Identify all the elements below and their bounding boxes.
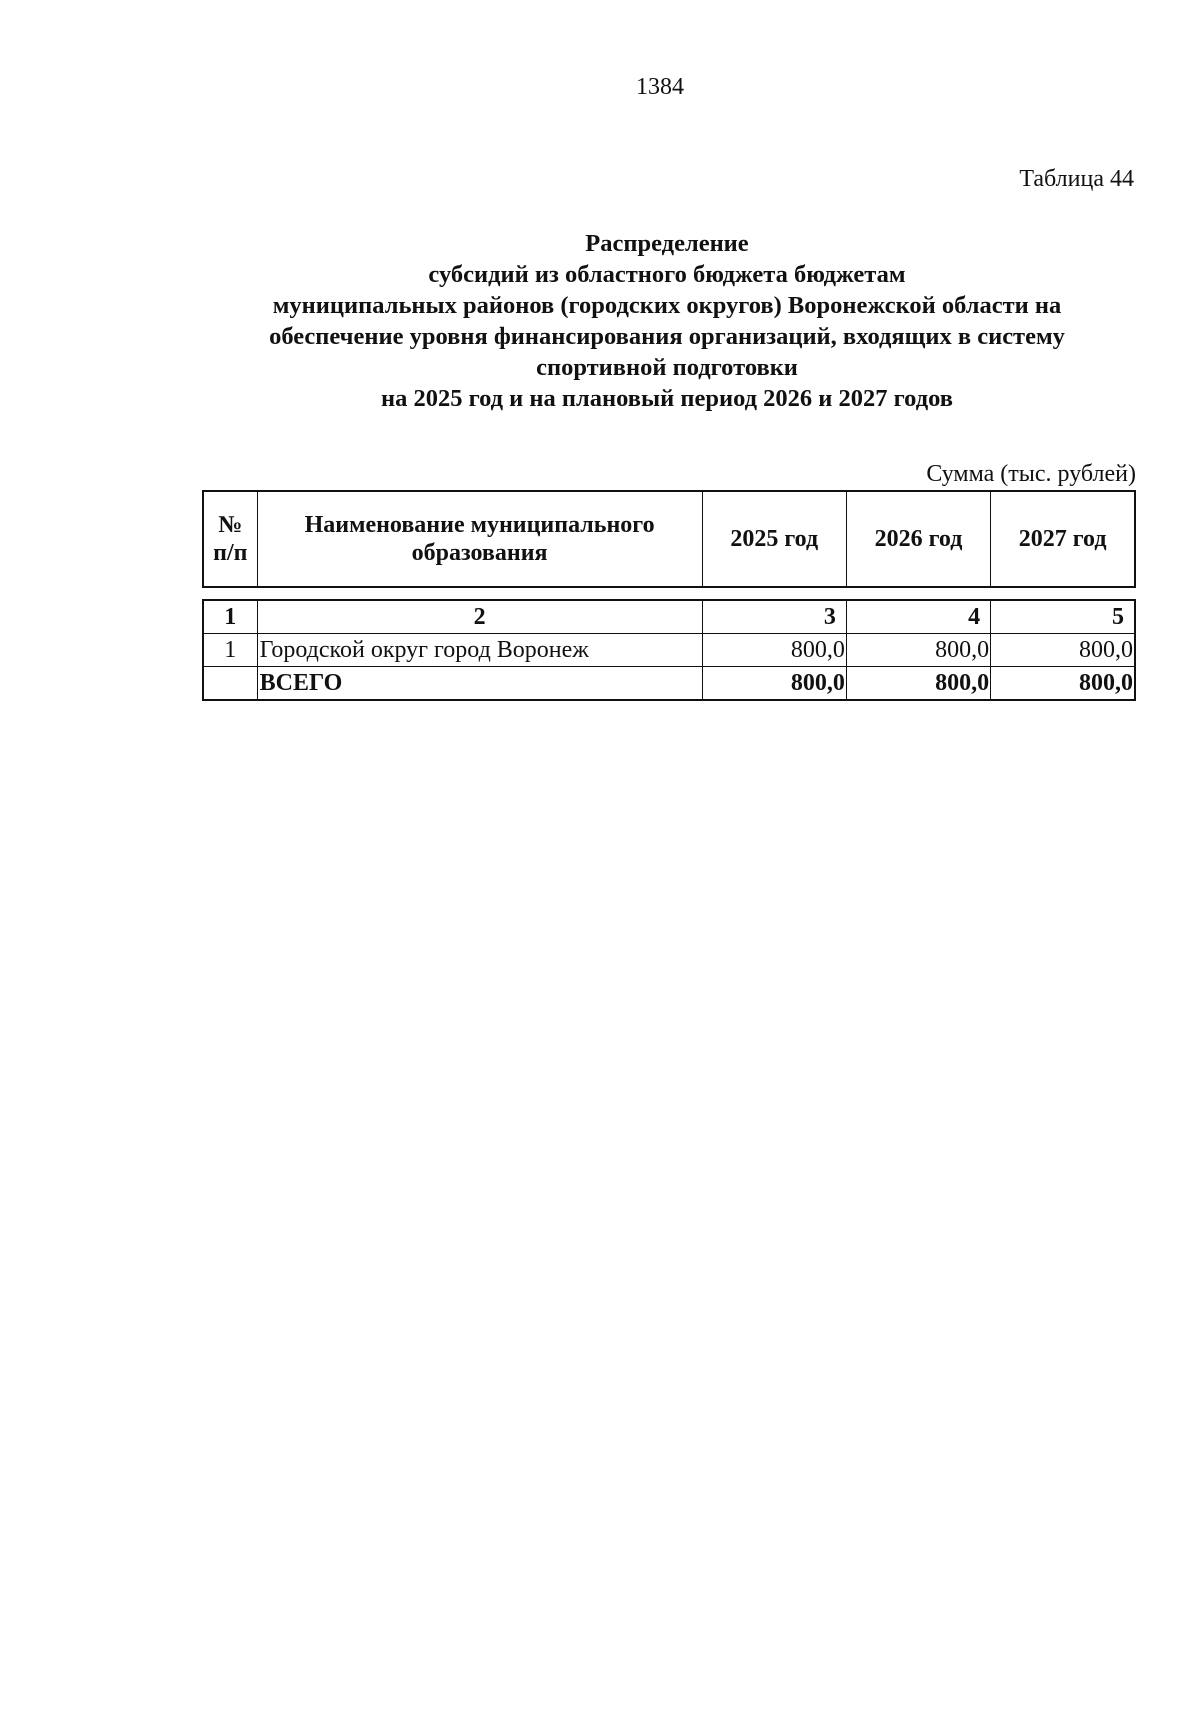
row-num: 1 [203, 634, 257, 667]
header-2026: 2026 год [846, 491, 990, 587]
column-number: 3 [702, 600, 846, 634]
header-2027: 2027 год [991, 491, 1135, 587]
row-value-2027: 800,0 [991, 634, 1135, 667]
row-value-2025: 800,0 [702, 634, 846, 667]
column-number: 1 [203, 600, 257, 634]
table-row [203, 634, 1135, 667]
header-2025: 2025 год [702, 491, 846, 587]
total-value-2025: 800,0 [702, 667, 846, 701]
header-row [203, 491, 1135, 587]
column-number-row [203, 600, 1135, 634]
total-value-2026: 800,0 [846, 667, 990, 701]
header-num-line1: № [218, 512, 243, 538]
table-header [202, 490, 1136, 588]
title-line: субсидий из областного бюджета бюджетам [428, 261, 906, 288]
title-line: муниципальных районов (городских округов) Воронежской области на [272, 292, 1062, 319]
page-number: 1384 [636, 74, 684, 100]
header-name [257, 491, 702, 587]
total-row [203, 667, 1135, 701]
column-number: 4 [846, 600, 990, 634]
title-line: обеспечение уровня финансирования организаций, входящих в систему [269, 323, 1065, 350]
row-value-2026: 800,0 [846, 634, 990, 667]
title-line: спортивной подготовки [536, 354, 798, 381]
document-title [200, 228, 1134, 414]
header-name-line2: образования [411, 540, 548, 566]
total-value-2027: 800,0 [991, 667, 1135, 701]
row-name: Городской округ город Воронеж [257, 634, 702, 667]
title-line: на 2025 год и на плановый период 2026 и 2027 годов [380, 385, 953, 412]
units-label: Сумма (тыс. рублей) [926, 461, 1136, 487]
table-label: Таблица 44 [1019, 166, 1134, 192]
column-number: 2 [257, 600, 702, 634]
header-num-line2: п/п [213, 540, 248, 566]
column-number: 5 [991, 600, 1135, 634]
title-line: Распределение [585, 230, 749, 257]
total-label: ВСЕГО [257, 667, 702, 701]
header-num [203, 491, 257, 587]
table-body [202, 599, 1136, 701]
header-name-line1: Наименование муниципального [304, 512, 655, 538]
total-num [203, 667, 257, 701]
